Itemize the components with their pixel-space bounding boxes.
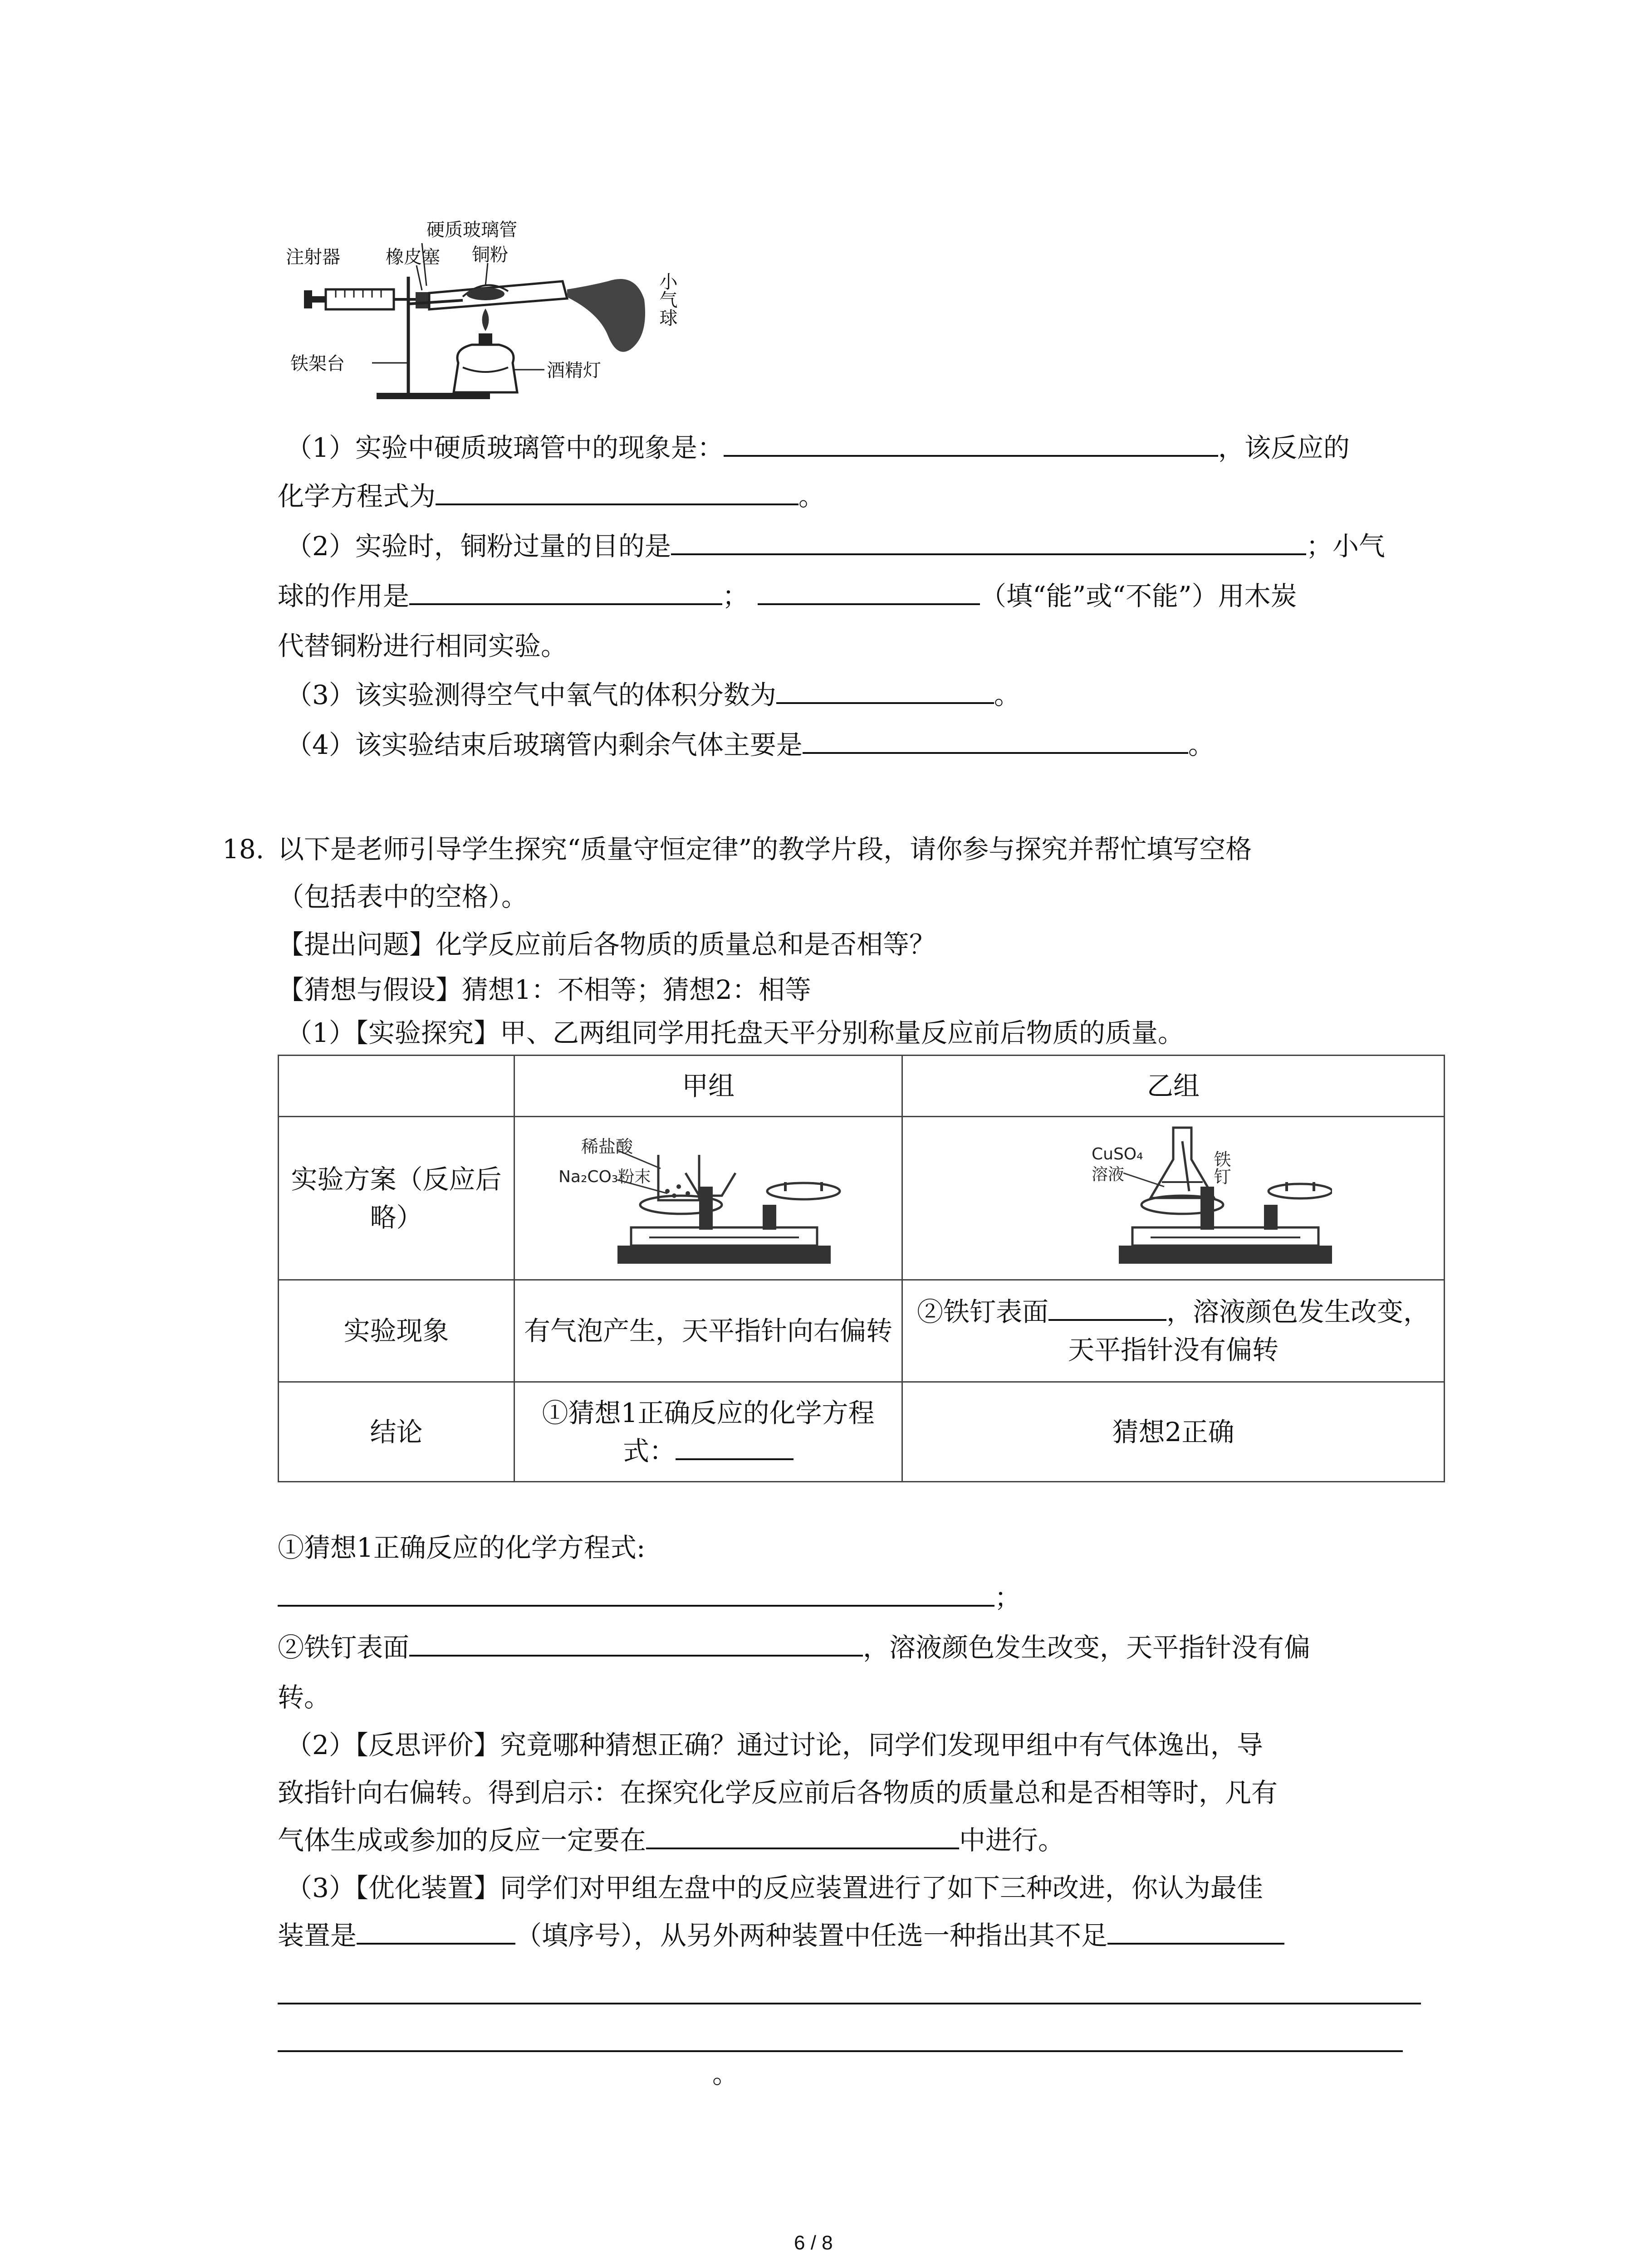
q18-answer2-line1: ②铁钉表面 ，溶液颜色发生改变，天平指针没有偏 (278, 1628, 1310, 1667)
q17-part1-line2: 化学方程式为 。 (278, 477, 825, 515)
q18-answer2-line2: 转。 (278, 1682, 331, 1713)
q18-answer1-line: ； (278, 1579, 1021, 1617)
table-head-a: 甲组 (514, 1056, 902, 1117)
table-row (279, 1056, 1445, 1117)
table-row1-label: 实验方案（反应后略） (279, 1117, 514, 1280)
q18-intro-line2: （包括表中的空格）。 (278, 881, 528, 912)
table-row2-a: 有气泡产生，天平指针向右偏转 (514, 1280, 902, 1382)
q18-part2-line3: 气体生成或参加的反应一定要在 中进行。 (278, 1821, 1064, 1859)
fig-a-powder-label: Na₂CO₃粉末 (558, 1167, 651, 1186)
q17-part2-line3: 代替铜粉进行相同实验。 (278, 631, 568, 661)
q18-part2-line2: 致指针向右偏转。得到启示：在探究化学反应前后各物质的质量总和是否相等时，凡有 (278, 1777, 1278, 1808)
label-balloon: 小气球 (656, 272, 677, 327)
table-row3-a: ①猜想1正确反应的化学方程式： (514, 1382, 902, 1482)
q18-blank-container[interactable] (646, 1821, 959, 1849)
fig-a-acid-label: 稀盐酸 (581, 1136, 633, 1157)
table-blank-equation[interactable] (676, 1432, 794, 1460)
q17-part1-line1: （1）实验中硬质玻璃管中的现象是： ，该反应的 (286, 429, 1350, 467)
q17-blank-purpose[interactable] (671, 527, 1306, 555)
page-number: 6 / 8 (794, 2232, 833, 2254)
q18-hypothesis: 【猜想与假设】猜想1：不相等；猜想2：相等 (278, 974, 811, 1005)
q18-part3-line2: 装置是 （填序号），从另外两种装置中任选一种指出其不足 (278, 1916, 1284, 1955)
q17-blank-gas[interactable] (803, 726, 1188, 754)
label-syringe: 注射器 (286, 247, 340, 268)
q18-final-period: 。 (712, 2058, 739, 2089)
q18-part3-line1: （3）【优化装置】同学们对甲组左盘中的反应装置进行了如下三种改进，你认为最佳 (286, 1872, 1263, 1903)
q17-part4: （4）该实验结束后玻璃管内剩余气体主要是 。 (286, 726, 1215, 764)
q18-answer-line-a[interactable] (278, 2003, 1421, 2004)
table-cell-figure-a (514, 1117, 902, 1280)
q18-blank-equation[interactable] (278, 1579, 994, 1607)
table-row (279, 1117, 1445, 1280)
table-row3-label: 结论 (279, 1382, 514, 1482)
q17-blank-phenomenon[interactable] (724, 429, 1218, 457)
q17-part3: （3）该实验测得空气中氧气的体积分数为 。 (286, 676, 1020, 714)
q17-part2-line2: 球的作用是 ； （填“能”或“不能”）用木炭 (278, 577, 1297, 615)
q17-blank-charcoal[interactable] (758, 577, 980, 605)
fig-b-nail-label: 铁钉 (1211, 1150, 1231, 1185)
label-stopper: 橡皮塞 (386, 247, 440, 268)
q17-part2-line1: （2）实验时，铜粉过量的目的是 ；小气 (286, 527, 1385, 565)
table-row (279, 1382, 1445, 1482)
q18-blank-best-device[interactable] (357, 1916, 515, 1945)
table-row (279, 1280, 1445, 1382)
table-row2-b: ②铁钉表面 ，溶液颜色发生改变，天平指针没有偏转 (902, 1280, 1445, 1382)
q18-part2-line1: （2）【反思评价】究竟哪种猜想正确？通过讨论，同学们发现甲组中有气体逸出，导 (286, 1730, 1263, 1760)
experiment-table (278, 1055, 1445, 1482)
table-row3-b: 猜想2正确 (902, 1382, 1445, 1482)
q17-blank-equation[interactable] (436, 477, 798, 505)
q18-intro-line1: 以下是老师引导学生探究“质量守恒定律”的教学片段，请你参与探究并帮忙填写空格 (278, 834, 1252, 865)
table-cell-figure-b (902, 1117, 1445, 1280)
table-row2-label: 实验现象 (279, 1280, 514, 1382)
label-lamp: 酒精灯 (547, 360, 601, 381)
q18-answer1-label: ①猜想1正确反应的化学方程式: (278, 1532, 646, 1563)
label-tube: 硬质玻璃管 (426, 220, 517, 240)
q17-blank-balloon[interactable] (409, 577, 722, 605)
label-copper: 铜粉 (472, 244, 508, 265)
fig-b-solution-label: 溶液 (1092, 1165, 1125, 1184)
q18-answer-line-b[interactable] (278, 2050, 1403, 2052)
table-blank-nail[interactable] (1048, 1293, 1166, 1321)
q18-blank-nail-surface[interactable] (409, 1628, 863, 1657)
apparatus-figure (272, 213, 708, 417)
table-corner (279, 1056, 514, 1117)
balance-figure-b (1014, 1119, 1332, 1268)
table-head-b: 乙组 (902, 1056, 1445, 1117)
balance-figure-a (549, 1119, 867, 1268)
fig-b-cuso4-label: CuSO₄ (1092, 1144, 1143, 1163)
q18-number: 18. (222, 834, 265, 865)
q17-blank-fraction[interactable] (776, 676, 994, 704)
q18-blank-shortcoming[interactable] (1107, 1916, 1284, 1945)
q18-question: 【提出问题】化学反应前后各物质的质量总和是否相等？ (278, 929, 936, 960)
label-stand: 铁架台 (290, 353, 345, 374)
q18-experiment-intro: （1）【实验探究】甲、乙两组同学用托盘天平分别称量反应前后物质的质量。 (286, 1017, 1184, 1048)
